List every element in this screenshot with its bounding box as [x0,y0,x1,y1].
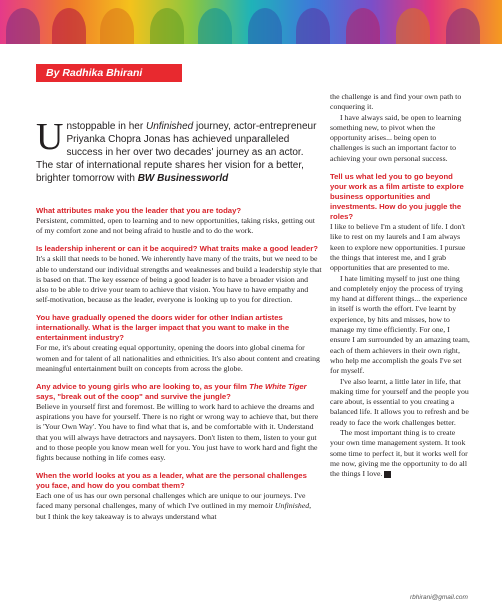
question: Is leadership inherent or can it be acquired? What traits make a good leader? [36,244,318,254]
answer: It's a skill that needs to be honed. We inherently have many of the traits, but we need to be able to understand our individual strengths and weaknesses and build a leadership style that is based on that. The key essence of being a good leader is to have a broader vision and also to be able to drive your team to achieve that vision. You have to have empathy and self-motivation, because as the leader, everyone is looking up to you for direction. [36,254,322,305]
question: What attributes make you the leader that you are today? [36,206,242,215]
paragraph: The most important thing is to create your own time management system. It took some time to perfect it, but it works well for me now, giving me the opportunity to do all the things I love. [330,428,468,479]
silhouette-graphic [150,8,184,44]
answer: For me, it's about creating equal opportunity, opening the doors into global cinema for women and for talent of all nationalities and ethnicities. It's also about content and creating meaningful entertainment built on concepts from across the globe. [36,343,320,373]
paragraph: I like to believe I'm a student of life. I don't like to rest on my laurels and I am always keen to explore new opportunities. I pursue the things that interest me, and I grab opportunities that are presented to me. [330,222,466,273]
silhouette-graphic [296,8,330,44]
silhouette-graphic [52,8,86,44]
answer: Persistent, committed, open to learning and to new opportunities, taking risks, getting out of my comfort zone and not being afraid to hustle and to do the work. [36,216,315,236]
silhouette-graphic [100,8,134,44]
paragraph: I hate limiting myself to just one thing and completely enjoy the process of trying my hand at different things... the experience in itself is worth the effort. I've learnt by experience, by hits and misses, how to manage my time efficiently. For one, I ensure I am surrounded by an amazing team, each of them achievers in their own right, who help me accomplish the goals I've set for myself. [330,273,470,376]
header-banner [0,0,502,44]
byline: By Radhika Bhirani [36,64,182,82]
silhouette-graphic [248,8,282,44]
paragraph: I have always said, be open to learning something new, to pivot when the opportunity arises... being open to challenges is such an important factor to achieving your own personal success. [330,112,462,163]
question: Any advice to young girls who are looking to, as your film The White Tiger says, "break out of the coop" and survive the jungle? [36,382,307,402]
silhouette-graphic [446,8,480,44]
paragraph: the challenge is and find your own path to conquering it. [330,92,462,112]
silhouette-graphic [346,8,380,44]
left-column [36,206,322,530]
paragraph: I've also learnt, a little later in life, that making time for yourself and the people you care about, is essential to you creating a balanced life. It allows you to refresh and be ready to face the work challenges better. [330,376,469,427]
question: Tell us what led you to go beyond your work as a film artiste to explore business opportunities and investments. How do you juggle the roles? [330,172,464,222]
end-mark-icon [384,471,391,478]
author-email: rbhirani@gmail.com [410,594,468,601]
answer: Believe in yourself first and foremost. Be willing to work hard to achieve the dreams and aspirations you have for yourself. There is no right or wrong way to achieve that, but there is 'Your Own Way'. You have to find what that is, and be comfortable with it. Understand that you will always have detractors and naysayers. Don't listen to them, listen to your gut and to those people you know mean well for you. You just have to work hard and fight the fights because nothing in life comes easy. [36,402,319,463]
silhouette-graphic [6,8,40,44]
drop-cap: U [36,116,64,158]
silhouette-graphic [396,8,430,44]
silhouette-graphic [198,8,232,44]
right-column [330,92,470,480]
answer: Each one of us has our own personal challenges which are unique to our journeys. I've faced many personal challenges, many of which I've outlined in my memoir Unfinished, but I think the key takeaway is to always understand what [36,491,312,521]
question: You have gradually opened the doors wider for other Indian artistes internationally. What is the larger impact that you want to make in the entertainment industry? [36,313,290,343]
intro-standfirst: Unstoppable in her Unfinished journey, actor-entrepreneur Priyanka Chopra Jonas has achieved unparalleled success in her over two decades' journey as an actor. The star of international repute shares her vision for a better, brighter tomorrow with BW Businessworld [36,116,317,184]
question: When the world looks at you as a leader, what are the personal challenges you face, and how do you combat them? [36,471,307,491]
